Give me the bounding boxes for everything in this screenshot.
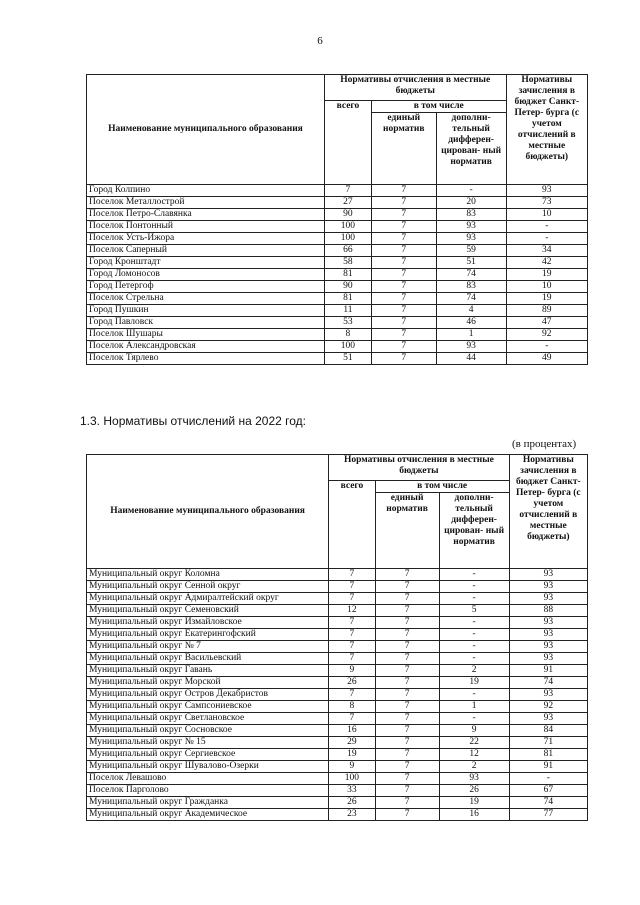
spb-norm-cell: 93 bbox=[509, 569, 587, 581]
table-row bbox=[87, 305, 588, 317]
single-norm-cell: 7 bbox=[375, 605, 439, 617]
additional-norm-cell: 93 bbox=[439, 773, 509, 785]
table-row bbox=[87, 761, 588, 773]
single-norm-cell: 7 bbox=[375, 797, 439, 809]
spb-norm-cell: 93 bbox=[509, 713, 587, 725]
single-norm-cell: 7 bbox=[371, 257, 436, 269]
spb-norm-cell: 93 bbox=[509, 689, 587, 701]
additional-norm-cell: 12 bbox=[439, 749, 509, 761]
total-cell: 7 bbox=[329, 641, 375, 653]
table-row bbox=[87, 653, 588, 665]
municipality-cell: Поселок Тярлево bbox=[87, 353, 325, 365]
single-norm-cell: 7 bbox=[375, 665, 439, 677]
table-row bbox=[87, 329, 588, 341]
page-number: 6 bbox=[317, 35, 323, 47]
spb-norm-cell: 49 bbox=[506, 353, 587, 365]
spb-norm-cell: 93 bbox=[509, 617, 587, 629]
spb-norm-cell: 67 bbox=[509, 785, 587, 797]
spb-norm-cell: 93 bbox=[509, 653, 587, 665]
total-cell: 16 bbox=[329, 725, 375, 737]
municipality-cell: Город Павловск bbox=[87, 317, 325, 329]
spb-norm-cell: 88 bbox=[509, 605, 587, 617]
municipality-cell: Поселок Александровская bbox=[87, 341, 325, 353]
additional-norm-cell: 93 bbox=[436, 233, 506, 245]
table-row bbox=[87, 797, 588, 809]
single-norm-cell: 7 bbox=[375, 581, 439, 593]
header-municipality: Наименование муниципального образования bbox=[87, 75, 325, 185]
single-norm-cell: 7 bbox=[375, 701, 439, 713]
municipality-cell: Муниципальный округ № 7 bbox=[87, 641, 329, 653]
single-norm-cell: 7 bbox=[375, 773, 439, 785]
total-cell: 81 bbox=[324, 293, 371, 305]
single-norm-cell: 7 bbox=[371, 353, 436, 365]
municipality-cell: Город Колпино bbox=[87, 185, 325, 197]
spb-norm-cell: 92 bbox=[509, 701, 587, 713]
spb-norm-cell: 92 bbox=[506, 329, 587, 341]
total-cell: 7 bbox=[324, 185, 371, 197]
additional-norm-cell: 5 bbox=[439, 605, 509, 617]
table-row bbox=[87, 809, 588, 821]
table-row bbox=[87, 293, 588, 305]
single-norm-cell: 7 bbox=[375, 689, 439, 701]
header-total: всего bbox=[324, 101, 371, 185]
table-row bbox=[87, 245, 588, 257]
spb-norm-cell: 19 bbox=[506, 293, 587, 305]
single-norm-cell: 7 bbox=[375, 725, 439, 737]
single-norm-cell: 7 bbox=[371, 221, 436, 233]
table-row bbox=[87, 689, 588, 701]
total-cell: 33 bbox=[329, 785, 375, 797]
table-row bbox=[87, 569, 588, 581]
spb-norm-cell: 91 bbox=[509, 665, 587, 677]
single-norm-cell: 7 bbox=[375, 569, 439, 581]
additional-norm-cell: - bbox=[439, 629, 509, 641]
header-single-norm: единый норматив bbox=[375, 493, 439, 569]
norms-table-2021 bbox=[86, 74, 588, 365]
total-cell: 12 bbox=[329, 605, 375, 617]
additional-norm-cell: 22 bbox=[439, 737, 509, 749]
municipality-cell: Поселок Саперный bbox=[87, 245, 325, 257]
additional-norm-cell: - bbox=[439, 569, 509, 581]
additional-norm-cell: - bbox=[439, 581, 509, 593]
table-row bbox=[87, 713, 588, 725]
spb-norm-cell: 93 bbox=[506, 185, 587, 197]
single-norm-cell: 7 bbox=[375, 629, 439, 641]
spb-norm-cell: - bbox=[509, 773, 587, 785]
table-row bbox=[87, 641, 588, 653]
municipality-cell: Муниципальный округ Сенной округ bbox=[87, 581, 329, 593]
spb-norm-cell: 77 bbox=[509, 809, 587, 821]
additional-norm-cell: 1 bbox=[436, 329, 506, 341]
total-cell: 81 bbox=[324, 269, 371, 281]
municipality-cell: Муниципальный округ Остров Декабристов bbox=[87, 689, 329, 701]
header-including: в том числе bbox=[371, 101, 506, 113]
spb-norm-cell: 74 bbox=[509, 677, 587, 689]
total-cell: 100 bbox=[324, 233, 371, 245]
single-norm-cell: 7 bbox=[371, 233, 436, 245]
total-cell: 100 bbox=[329, 773, 375, 785]
header-local-budgets: Нормативы отчисления в местные бюджеты bbox=[329, 455, 509, 481]
total-cell: 7 bbox=[329, 581, 375, 593]
single-norm-cell: 7 bbox=[375, 641, 439, 653]
table-row bbox=[87, 677, 588, 689]
header-spb-budget: Нормативы зачисления в бюджет Санкт-Петер- бурга (с учетом отчислений в местные бюджеты) bbox=[509, 455, 587, 569]
single-norm-cell: 7 bbox=[371, 341, 436, 353]
table-row bbox=[87, 593, 588, 605]
spb-norm-cell: 74 bbox=[509, 797, 587, 809]
norms-table-2022 bbox=[86, 454, 588, 821]
total-cell: 66 bbox=[324, 245, 371, 257]
total-cell: 53 bbox=[324, 317, 371, 329]
header-single-norm: единый норматив bbox=[371, 113, 436, 185]
spb-norm-cell: 93 bbox=[509, 593, 587, 605]
spb-norm-cell: - bbox=[506, 221, 587, 233]
municipality-cell: Муниципальный округ Коломна bbox=[87, 569, 329, 581]
spb-norm-cell: - bbox=[506, 341, 587, 353]
municipality-cell: Муниципальный округ Сосновское bbox=[87, 725, 329, 737]
additional-norm-cell: - bbox=[439, 689, 509, 701]
section-heading: 1.3. Нормативы отчислений на 2022 год: bbox=[80, 414, 306, 428]
additional-norm-cell: - bbox=[436, 185, 506, 197]
single-norm-cell: 7 bbox=[375, 713, 439, 725]
municipality-cell: Город Кронштадт bbox=[87, 257, 325, 269]
additional-norm-cell: 2 bbox=[439, 761, 509, 773]
spb-norm-cell: 19 bbox=[506, 269, 587, 281]
additional-norm-cell: 74 bbox=[436, 269, 506, 281]
total-cell: 7 bbox=[329, 569, 375, 581]
additional-norm-cell: 93 bbox=[436, 341, 506, 353]
single-norm-cell: 7 bbox=[375, 809, 439, 821]
total-cell: 7 bbox=[329, 713, 375, 725]
single-norm-cell: 7 bbox=[371, 329, 436, 341]
total-cell: 7 bbox=[329, 593, 375, 605]
total-cell: 23 bbox=[329, 809, 375, 821]
table-row bbox=[87, 581, 588, 593]
additional-norm-cell: 93 bbox=[436, 221, 506, 233]
additional-norm-cell: - bbox=[439, 641, 509, 653]
municipality-cell: Муниципальный округ Академическое bbox=[87, 809, 329, 821]
table-row bbox=[87, 281, 588, 293]
table-row bbox=[87, 185, 588, 197]
single-norm-cell: 7 bbox=[371, 293, 436, 305]
single-norm-cell: 7 bbox=[371, 185, 436, 197]
spb-norm-cell: 93 bbox=[509, 641, 587, 653]
spb-norm-cell: 91 bbox=[509, 761, 587, 773]
additional-norm-cell: 1 bbox=[439, 701, 509, 713]
header-additional-norm: дополни- тельный дифферен- цирован- ный норматив bbox=[436, 113, 506, 185]
spb-norm-cell: 34 bbox=[506, 245, 587, 257]
total-cell: 100 bbox=[324, 341, 371, 353]
total-cell: 90 bbox=[324, 281, 371, 293]
municipality-cell: Город Пушкин bbox=[87, 305, 325, 317]
municipality-cell: Муниципальный округ № 15 bbox=[87, 737, 329, 749]
table-row bbox=[87, 665, 588, 677]
header-including: в том числе bbox=[375, 481, 509, 493]
total-cell: 11 bbox=[324, 305, 371, 317]
spb-norm-cell: 81 bbox=[509, 749, 587, 761]
total-cell: 8 bbox=[329, 701, 375, 713]
table-row bbox=[87, 785, 588, 797]
table-row bbox=[87, 341, 588, 353]
total-cell: 90 bbox=[324, 209, 371, 221]
spb-norm-cell: 93 bbox=[509, 629, 587, 641]
table-row bbox=[87, 233, 588, 245]
single-norm-cell: 7 bbox=[371, 317, 436, 329]
single-norm-cell: 7 bbox=[375, 785, 439, 797]
table-row bbox=[87, 197, 588, 209]
total-cell: 100 bbox=[324, 221, 371, 233]
table-row bbox=[87, 629, 588, 641]
single-norm-cell: 7 bbox=[371, 209, 436, 221]
table-row bbox=[87, 605, 588, 617]
additional-norm-cell: 4 bbox=[436, 305, 506, 317]
table-row bbox=[87, 773, 588, 785]
spb-norm-cell: 10 bbox=[506, 281, 587, 293]
additional-norm-cell: 46 bbox=[436, 317, 506, 329]
municipality-cell: Муниципальный округ Васильевский bbox=[87, 653, 329, 665]
table-row bbox=[87, 209, 588, 221]
municipality-cell: Поселок Усть-Ижора bbox=[87, 233, 325, 245]
table-row bbox=[87, 701, 588, 713]
table-row bbox=[87, 269, 588, 281]
additional-norm-cell: 2 bbox=[439, 665, 509, 677]
spb-norm-cell: - bbox=[506, 233, 587, 245]
single-norm-cell: 7 bbox=[375, 617, 439, 629]
municipality-cell: Муниципальный округ Морской bbox=[87, 677, 329, 689]
single-norm-cell: 7 bbox=[371, 245, 436, 257]
additional-norm-cell: - bbox=[439, 653, 509, 665]
spb-norm-cell: 84 bbox=[509, 725, 587, 737]
additional-norm-cell: 20 bbox=[436, 197, 506, 209]
header-spb-budget: Нормативы зачисления в бюджет Санкт-Петер- бурга (с учетом отчислений в местные бюджеты) bbox=[506, 75, 587, 185]
municipality-cell: Город Ломоносов bbox=[87, 269, 325, 281]
additional-norm-cell: 83 bbox=[436, 209, 506, 221]
total-cell: 7 bbox=[329, 653, 375, 665]
total-cell: 29 bbox=[329, 737, 375, 749]
additional-norm-cell: 74 bbox=[436, 293, 506, 305]
municipality-cell: Поселок Левашово bbox=[87, 773, 329, 785]
table-row bbox=[87, 353, 588, 365]
additional-norm-cell: - bbox=[439, 593, 509, 605]
additional-norm-cell: 51 bbox=[436, 257, 506, 269]
total-cell: 19 bbox=[329, 749, 375, 761]
additional-norm-cell: 26 bbox=[439, 785, 509, 797]
single-norm-cell: 7 bbox=[375, 677, 439, 689]
single-norm-cell: 7 bbox=[371, 269, 436, 281]
single-norm-cell: 7 bbox=[371, 197, 436, 209]
table-row bbox=[87, 617, 588, 629]
table-body bbox=[87, 569, 588, 821]
header-municipality: Наименование муниципального образования bbox=[87, 455, 329, 569]
municipality-cell: Муниципальный округ Гражданка bbox=[87, 797, 329, 809]
single-norm-cell: 7 bbox=[375, 593, 439, 605]
spb-norm-cell: 42 bbox=[506, 257, 587, 269]
municipality-cell: Муниципальный округ Светлановское bbox=[87, 713, 329, 725]
total-cell: 27 bbox=[324, 197, 371, 209]
table-row bbox=[87, 725, 588, 737]
spb-norm-cell: 10 bbox=[506, 209, 587, 221]
municipality-cell: Поселок Петро-Славянка bbox=[87, 209, 325, 221]
single-norm-cell: 7 bbox=[375, 761, 439, 773]
municipality-cell: Муниципальный округ Семеновский bbox=[87, 605, 329, 617]
additional-norm-cell: 19 bbox=[439, 797, 509, 809]
additional-norm-cell: 19 bbox=[439, 677, 509, 689]
header-additional-norm: дополни- тельный дифферен- цирован- ный норматив bbox=[439, 493, 509, 569]
single-norm-cell: 7 bbox=[371, 281, 436, 293]
total-cell: 26 bbox=[329, 797, 375, 809]
total-cell: 7 bbox=[329, 617, 375, 629]
total-cell: 58 bbox=[324, 257, 371, 269]
table-body bbox=[87, 185, 588, 365]
total-cell: 8 bbox=[324, 329, 371, 341]
table-row bbox=[87, 257, 588, 269]
single-norm-cell: 7 bbox=[375, 749, 439, 761]
municipality-cell: Поселок Понтонный bbox=[87, 221, 325, 233]
single-norm-cell: 7 bbox=[375, 737, 439, 749]
additional-norm-cell: 9 bbox=[439, 725, 509, 737]
spb-norm-cell: 93 bbox=[509, 581, 587, 593]
municipality-cell: Город Петергоф bbox=[87, 281, 325, 293]
header-total: всего bbox=[329, 481, 375, 569]
additional-norm-cell: 44 bbox=[436, 353, 506, 365]
additional-norm-cell: 59 bbox=[436, 245, 506, 257]
total-cell: 7 bbox=[329, 689, 375, 701]
table-row bbox=[87, 317, 588, 329]
table-row bbox=[87, 737, 588, 749]
table-row bbox=[87, 221, 588, 233]
municipality-cell: Муниципальный округ Гавань bbox=[87, 665, 329, 677]
municipality-cell: Муниципальный округ Измайловское bbox=[87, 617, 329, 629]
municipality-cell: Муниципальный округ Екатерингофский bbox=[87, 629, 329, 641]
total-cell: 7 bbox=[329, 629, 375, 641]
municipality-cell: Муниципальный округ Сергиевское bbox=[87, 749, 329, 761]
total-cell: 9 bbox=[329, 665, 375, 677]
additional-norm-cell: 83 bbox=[436, 281, 506, 293]
header-local-budgets: Нормативы отчисления в местные бюджеты bbox=[324, 75, 506, 101]
total-cell: 9 bbox=[329, 761, 375, 773]
units-note: (в процентах) bbox=[512, 438, 577, 450]
single-norm-cell: 7 bbox=[375, 653, 439, 665]
table-row bbox=[87, 749, 588, 761]
municipality-cell: Поселок Стрельна bbox=[87, 293, 325, 305]
spb-norm-cell: 89 bbox=[506, 305, 587, 317]
municipality-cell: Поселок Парголово bbox=[87, 785, 329, 797]
total-cell: 26 bbox=[329, 677, 375, 689]
single-norm-cell: 7 bbox=[371, 305, 436, 317]
additional-norm-cell: - bbox=[439, 617, 509, 629]
municipality-cell: Муниципальный округ Адмиралтейский округ bbox=[87, 593, 329, 605]
additional-norm-cell: - bbox=[439, 713, 509, 725]
additional-norm-cell: 16 bbox=[439, 809, 509, 821]
spb-norm-cell: 71 bbox=[509, 737, 587, 749]
spb-norm-cell: 47 bbox=[506, 317, 587, 329]
spb-norm-cell: 73 bbox=[506, 197, 587, 209]
total-cell: 51 bbox=[324, 353, 371, 365]
municipality-cell: Муниципальный округ Шувалово-Озерки bbox=[87, 761, 329, 773]
municipality-cell: Поселок Шушары bbox=[87, 329, 325, 341]
municipality-cell: Муниципальный округ Сампсониевское bbox=[87, 701, 329, 713]
municipality-cell: Поселок Металлострой bbox=[87, 197, 325, 209]
